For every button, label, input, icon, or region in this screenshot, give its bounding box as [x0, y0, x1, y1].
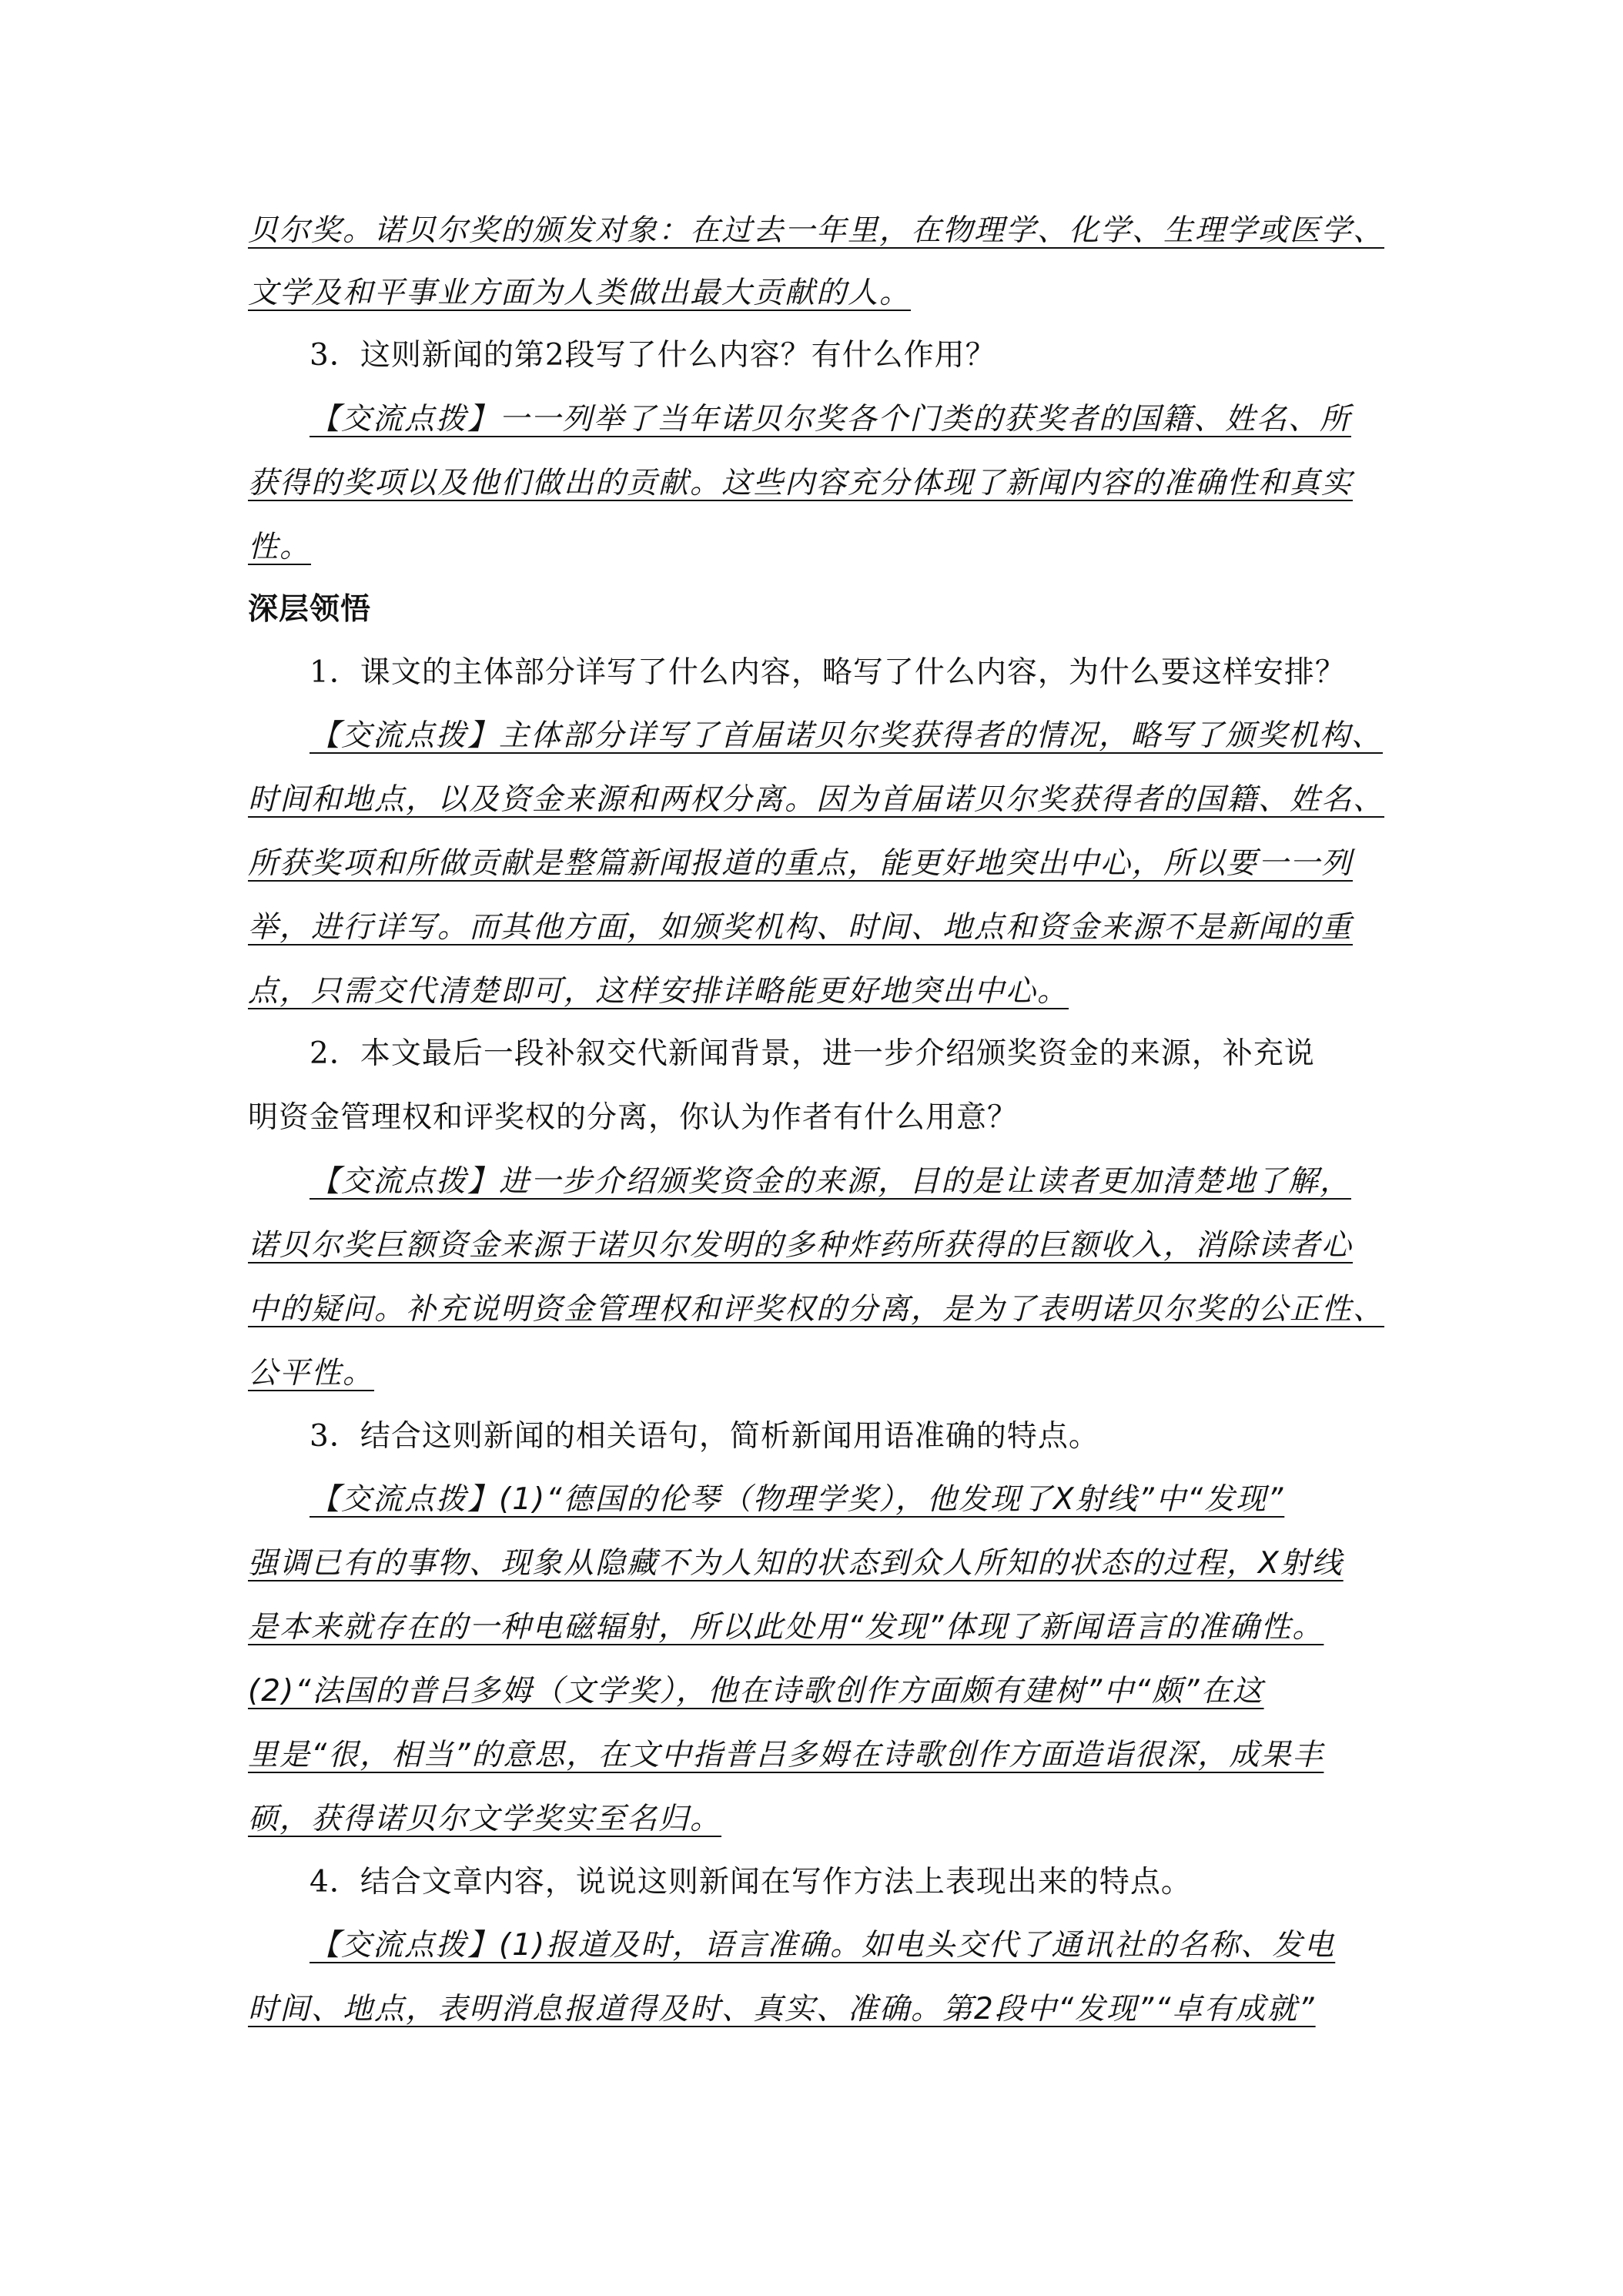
- answer-text-line: 获得的奖项以及他们做出的贡献。这些内容充分体现了新闻内容的准确性和真实: [248, 466, 1354, 500]
- answer-text-line: 举，进行详写。而其他方面，如颁奖机构、时间、地点和资金来源不是新闻的重: [248, 910, 1354, 945]
- question-2-text: 明资金管理权和评奖权的分离，你认为作者有什么用意？: [248, 1100, 1019, 1135]
- question-3-text: 3．结合这则新闻的相关语句，简析新闻用语准确的特点。: [310, 1419, 1099, 1454]
- question-3-text: 3．这则新闻的第2段写了什么内容？有什么作用？: [310, 338, 996, 373]
- answer-text-line: 时间、地点，表明消息报道得及时、真实、准确。第2段中“发现”“卓有成就”: [248, 1992, 1316, 2027]
- answer-text-line: 强调已有的事物、现象从隐藏不为人知的状态到众人所知的状态的过程，X射线: [248, 1546, 1344, 1581]
- answer-text-line: 所获奖项和所做贡献是整篇新闻报道的重点，能更好地突出中心，所以要一一列: [248, 846, 1354, 881]
- answer-text-line: 【交流点拨】(1)“德国的伦琴（物理学奖），他发现了X射线”中“发现”: [310, 1482, 1285, 1517]
- answer-text-line: (2)“法国的普吕多姆（文学奖），他在诗歌创作方面颇有建树”中“颇”在这: [248, 1674, 1264, 1709]
- answer-text-line: 【交流点拨】进一步介绍颁奖资金的来源，目的是让读者更加清楚地了解，: [310, 1164, 1352, 1199]
- answer-text-line: 【交流点拨】主体部分详写了首届诺贝尔奖获得者的情况，略写了颁奖机构、: [310, 718, 1384, 753]
- answer-text-line: 【交流点拨】一一列举了当年诺贝尔奖各个门类的获奖者的国籍、姓名、所: [310, 402, 1352, 437]
- answer-text-line: 点，只需交代清楚即可，这样安排详略能更好地突出中心。: [248, 974, 1069, 1009]
- question-2-text: 2．本文最后一段补叙交代新闻背景，进一步介绍颁奖资金的来源，补充说: [310, 1036, 1315, 1071]
- answer-text-line: 【交流点拨】(1)报道及时，语言准确。如电头交代了通讯社的名称、发电: [310, 1928, 1336, 1963]
- question-1-text: 1．课文的主体部分详写了什么内容，略写了什么内容，为什么要这样安排？: [310, 655, 1346, 690]
- answer-text-line: 公平性。: [248, 1356, 375, 1391]
- answer-text-line: 贝尔奖。诺贝尔奖的颁发对象：在过去一年里，在物理学、化学、生理学或医学、: [248, 213, 1385, 248]
- answer-text-line: 是本来就存在的一种电磁辐射，所以此处用“发现”体现了新闻语言的准确性。: [248, 1610, 1324, 1645]
- answer-text-line: 硕，获得诺贝尔文学奖实至名归。: [248, 1802, 722, 1836]
- answer-text-line: 里是“很，相当”的意思，在文中指普吕多姆在诗歌创作方面造诣很深，成果丰: [248, 1738, 1324, 1772]
- answer-text-line: 时间和地点，以及资金来源和两权分离。因为首届诺贝尔奖获得者的国籍、姓名、: [248, 782, 1385, 817]
- answer-text-line: 诺贝尔奖巨额资金来源于诺贝尔发明的多种炸药所获得的巨额收入，消除读者心: [248, 1228, 1354, 1263]
- answer-text-line: 中的疑问。补充说明资金管理权和评奖权的分离，是为了表明诺贝尔奖的公正性、: [248, 1292, 1385, 1327]
- answer-text-line: 性。: [248, 530, 312, 564]
- section-heading: 深层领悟: [248, 592, 372, 627]
- answer-text-line: 文学及和平事业方面为人类做出最大贡献的人。: [248, 276, 912, 310]
- question-4-text: 4．结合文章内容，说说这则新闻在写作方法上表现出来的特点。: [310, 1865, 1192, 1899]
